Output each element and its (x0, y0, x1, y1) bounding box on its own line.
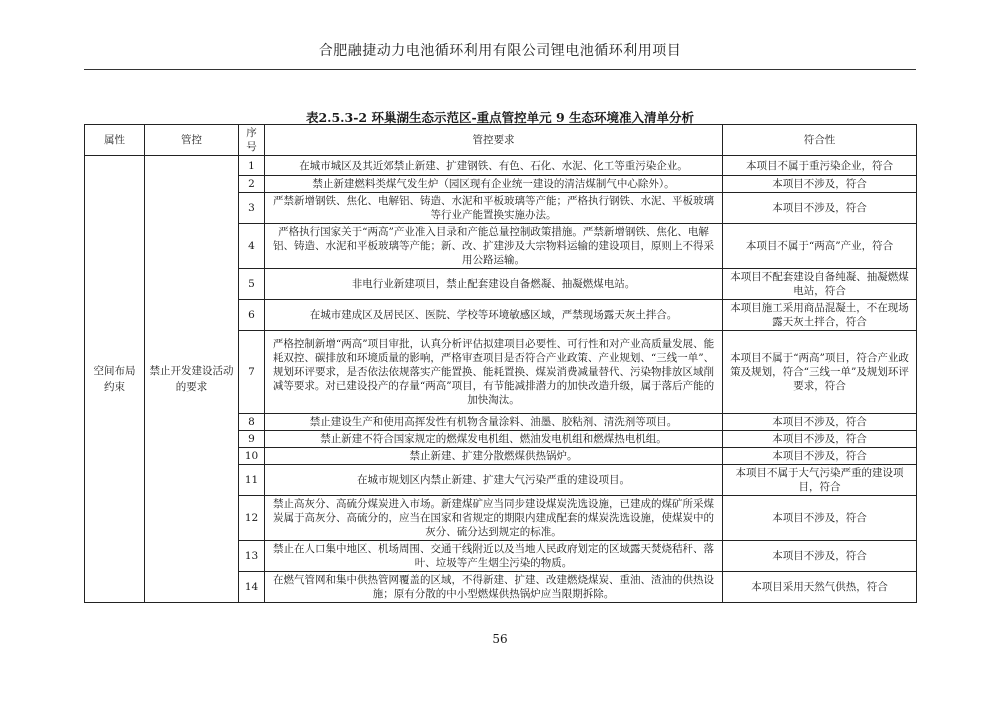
column-header-index: 序号 (239, 125, 265, 156)
conformity-cell: 本项目不涉及，符合 (723, 448, 917, 465)
conformity-cell: 本项目不配套建设自备纯凝、抽凝燃煤电站，符合 (723, 269, 917, 300)
page-header: 合肥融捷动力电池循环利用有限公司锂电池循环利用项目 (84, 40, 916, 70)
conformity-cell: 本项目施工采用商品混凝土，不在现场露天灰土拌合，符合 (723, 300, 917, 331)
requirement-cell: 禁止新建、扩建分散燃煤供热锅炉。 (265, 448, 723, 465)
requirement-cell: 在城市城区及其近郊禁止新建、扩建钢铁、有色、石化、水泥、化工等重污染企业。 (265, 156, 723, 176)
page-number: 56 (492, 632, 508, 646)
requirement-cell: 严格控制新增“两高”项目审批，认真分析评估拟建项目必要性、可行性和对产业高质量发展、能耗双控、碳排放和环境质量的影响，严格审查项目是否符合产业政策、产业规划、“三线一单”、规划环评要求，是否依法依规落实产能置换、能耗置换、煤炭消费减量替代、污染物排放区域削减等要求。对已建设投产的存量“两高”项目，有节能减排潜力的加快改造升级，属于落后产能的加快淘汰。 (265, 331, 723, 414)
index-cell: 7 (239, 331, 265, 414)
conformity-cell: 本项目不涉及，符合 (723, 541, 917, 572)
index-cell: 8 (239, 414, 265, 431)
requirement-cell: 严禁新增钢铁、焦化、电解铝、铸造、水泥和平板玻璃等产能；严格执行钢铁、水泥、平板玻璃等行业产能置换实施办法。 (265, 193, 723, 224)
index-cell: 1 (239, 156, 265, 176)
conformity-cell: 本项目不属于大气污染严重的建设项目，符合 (723, 465, 917, 496)
requirement-cell: 非电行业新建项目，禁止配套建设自备燃凝、抽凝燃煤电站。 (265, 269, 723, 300)
conformity-cell: 本项目不属于重污染企业，符合 (723, 156, 917, 176)
requirement-cell: 禁止新建不符合国家规定的燃煤发电机组、燃油发电机组和燃煤热电机组。 (265, 431, 723, 448)
index-cell: 14 (239, 572, 265, 603)
conformity-cell: 本项目采用天然气供热，符合 (723, 572, 917, 603)
column-header-requirement: 管控要求 (265, 125, 723, 156)
requirement-cell: 禁止在人口集中地区、机场周围、交通干线附近以及当地人民政府划定的区域露天焚烧秸秆、落叶、垃圾等产生烟尘污染的物质。 (265, 541, 723, 572)
conformity-cell: 本项目不涉及，符合 (723, 414, 917, 431)
index-cell: 10 (239, 448, 265, 465)
index-cell: 3 (239, 193, 265, 224)
table-title: 表2.5.3-2 环巢湖生态示范区-重点管控单元 9 生态环境准入清单分析 (305, 110, 695, 125)
requirement-cell: 禁止高灰分、高硫分煤炭进入市场。新建煤矿应当同步建设煤炭洗选设施，已建成的煤矿所采煤炭属于高灰分、高硫分的，应当在国家和省规定的期限内建成配套的煤炭洗选设施，使煤炭中的灰分、硫分达到规定的标准。 (265, 496, 723, 541)
table-row (85, 156, 917, 176)
column-header-control: 管控 (145, 125, 239, 156)
conformity-cell: 本项目不涉及，符合 (723, 193, 917, 224)
requirement-cell: 在城市规划区内禁止新建、扩建大气污染严重的建设项目。 (265, 465, 723, 496)
conformity-cell: 本项目不涉及，符合 (723, 431, 917, 448)
index-cell: 11 (239, 465, 265, 496)
index-cell: 9 (239, 431, 265, 448)
index-cell: 5 (239, 269, 265, 300)
requirement-cell: 在城市建成区及居民区、医院、学校等环境敏感区域，严禁现场露天灰土拌合。 (265, 300, 723, 331)
requirement-cell: 禁止建设生产和使用高挥发性有机物含量涂料、油墨、胶粘剂、清洗剂等项目。 (265, 414, 723, 431)
index-cell: 2 (239, 176, 265, 193)
index-cell: 13 (239, 541, 265, 572)
index-cell: 6 (239, 300, 265, 331)
requirement-cell: 严格执行国家关于“两高”产业准入目录和产能总量控制政策措施。严禁新增钢铁、焦化、电解铝、铸造、水泥和平板玻璃等产能；新、改、扩建涉及大宗物料运输的建设项目，原则上不得采用公路运输。 (265, 224, 723, 269)
attribute-cell: 空间布局约束 (85, 156, 145, 603)
table-header-row (85, 125, 917, 156)
control-cell: 禁止开发建设活动的要求 (145, 156, 239, 603)
requirement-cell: 禁止新建燃料类煤气发生炉（园区现有企业统一建设的清洁煤制气中心除外）。 (265, 176, 723, 193)
conformity-cell: 本项目不涉及，符合 (723, 496, 917, 541)
requirement-cell: 在燃气管网和集中供热管网覆盖的区域，不得新建、扩建、改建燃烧煤炭、重油、渣油的供热设施；原有分散的中小型燃煤供热锅炉应当限期拆除。 (265, 572, 723, 603)
conformity-cell: 本项目不属于“两高”产业，符合 (723, 224, 917, 269)
index-cell: 12 (239, 496, 265, 541)
conformity-cell: 本项目不涉及，符合 (723, 176, 917, 193)
column-header-attribute: 属性 (85, 125, 145, 156)
environmental-access-table (84, 124, 917, 603)
conformity-cell: 本项目不属于“两高”项目，符合产业政策及规划，符合“三线一单”及规划环评要求，符合 (723, 331, 917, 414)
column-header-conformity: 符合性 (723, 125, 917, 156)
index-cell: 4 (239, 224, 265, 269)
